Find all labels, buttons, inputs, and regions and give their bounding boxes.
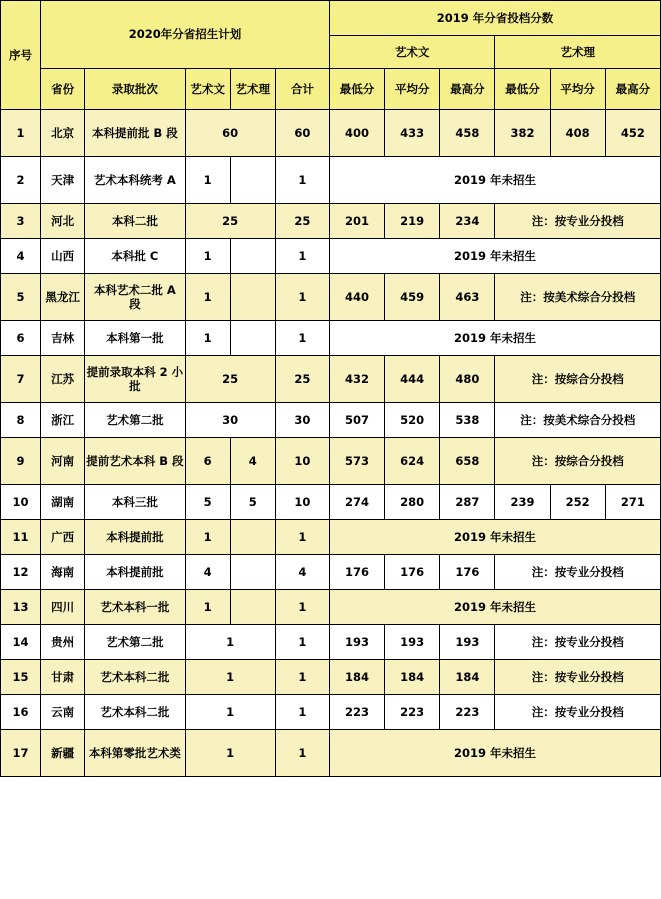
cell-seq: 4	[1, 239, 41, 274]
cell-province: 广西	[41, 520, 85, 555]
table-row	[1, 239, 661, 274]
table-row	[1, 730, 661, 777]
cell-score-1: 193	[329, 625, 384, 660]
cell-plan-li: 5	[230, 485, 275, 520]
table-row	[1, 555, 661, 590]
cell-score-2: 433	[385, 110, 440, 157]
cell-total: 25	[275, 356, 329, 403]
table-body	[1, 110, 661, 777]
cell-seq: 9	[1, 438, 41, 485]
cell-province: 新疆	[41, 730, 85, 777]
cell-province: 甘肃	[41, 660, 85, 695]
header-col-plan-li: 艺术理	[230, 69, 275, 110]
cell-seq: 8	[1, 403, 41, 438]
cell-total: 30	[275, 403, 329, 438]
cell-plan-wen: 5	[185, 485, 230, 520]
cell-note-rule: 注：按专业分投档	[495, 695, 661, 730]
cell-province: 浙江	[41, 403, 85, 438]
cell-note-no-admission: 2019 年未招生	[329, 157, 660, 204]
cell-score-1: 432	[329, 356, 384, 403]
cell-score-3: 463	[440, 274, 495, 321]
table-row	[1, 660, 661, 695]
cell-province: 湖南	[41, 485, 85, 520]
cell-score-2: 219	[385, 204, 440, 239]
table-row	[1, 204, 661, 239]
cell-province: 山西	[41, 239, 85, 274]
cell-score-3: 234	[440, 204, 495, 239]
cell-note-no-admission: 2019 年未招生	[329, 321, 660, 356]
header-score-group: 2019 年分省投档分数	[329, 1, 660, 36]
cell-plan-wen: 1	[185, 157, 230, 204]
cell-seq: 5	[1, 274, 41, 321]
cell-note-rule: 注：按专业分投档	[495, 555, 661, 590]
cell-seq: 3	[1, 204, 41, 239]
cell-plan-li	[230, 555, 275, 590]
cell-score-2: 444	[385, 356, 440, 403]
cell-plan-wen: 1	[185, 239, 230, 274]
header-row-1	[1, 1, 661, 36]
cell-note-no-admission: 2019 年未招生	[329, 730, 660, 777]
cell-plan-merged: 1	[185, 660, 275, 695]
cell-province: 四川	[41, 590, 85, 625]
cell-score-2: 223	[385, 695, 440, 730]
cell-plan-wen: 1	[185, 590, 230, 625]
header-col-plan-wen: 艺术文	[185, 69, 230, 110]
cell-total: 1	[275, 321, 329, 356]
cell-province: 海南	[41, 555, 85, 590]
cell-plan-wen: 1	[185, 274, 230, 321]
cell-total: 60	[275, 110, 329, 157]
cell-score-2: 280	[385, 485, 440, 520]
header-row-3	[1, 69, 661, 110]
cell-batch: 艺术本科统考 A	[85, 157, 185, 204]
cell-batch: 本科二批	[85, 204, 185, 239]
cell-note-rule: 注：按专业分投档	[495, 660, 661, 695]
cell-score-3: 458	[440, 110, 495, 157]
header-col-province: 省份	[41, 69, 85, 110]
cell-score-1: 573	[329, 438, 384, 485]
cell-score-3: 193	[440, 625, 495, 660]
cell-score-2: 520	[385, 403, 440, 438]
table-row	[1, 157, 661, 204]
cell-score-1: 400	[329, 110, 384, 157]
cell-plan-li	[230, 157, 275, 204]
header-seq: 序号	[1, 1, 41, 110]
cell-plan-li	[230, 239, 275, 274]
table-row	[1, 625, 661, 660]
table-row	[1, 110, 661, 157]
cell-batch: 本科提前批 B 段	[85, 110, 185, 157]
cell-batch: 艺术本科二批	[85, 660, 185, 695]
cell-batch: 本科批 C	[85, 239, 185, 274]
cell-total: 1	[275, 157, 329, 204]
header-col-max-wen: 最高分	[440, 69, 495, 110]
cell-note-no-admission: 2019 年未招生	[329, 520, 660, 555]
cell-note-rule: 注：按美术综合分投档	[495, 274, 661, 321]
cell-batch: 艺术第二批	[85, 625, 185, 660]
table-row	[1, 520, 661, 555]
cell-score-4: 382	[495, 110, 550, 157]
cell-score-3: 480	[440, 356, 495, 403]
cell-score-1: 176	[329, 555, 384, 590]
cell-plan-wen: 4	[185, 555, 230, 590]
cell-total: 1	[275, 274, 329, 321]
cell-plan-merged: 25	[185, 356, 275, 403]
header-plan-group: 2020年分省招生计划	[41, 1, 330, 69]
cell-total: 1	[275, 520, 329, 555]
cell-plan-merged: 1	[185, 625, 275, 660]
cell-note-rule: 注：按专业分投档	[495, 204, 661, 239]
cell-batch: 本科艺术二批 A 段	[85, 274, 185, 321]
cell-seq: 14	[1, 625, 41, 660]
cell-total: 10	[275, 485, 329, 520]
header-art-li: 艺术理	[495, 36, 661, 69]
cell-score-3: 223	[440, 695, 495, 730]
cell-score-2: 184	[385, 660, 440, 695]
cell-total: 1	[275, 695, 329, 730]
cell-seq: 16	[1, 695, 41, 730]
cell-plan-li	[230, 321, 275, 356]
table-row	[1, 321, 661, 356]
cell-plan-wen: 1	[185, 321, 230, 356]
cell-batch: 提前录取本科 2 小批	[85, 356, 185, 403]
cell-score-1: 184	[329, 660, 384, 695]
cell-province: 贵州	[41, 625, 85, 660]
header-art-wen: 艺术文	[329, 36, 494, 69]
header-col-avg-wen: 平均分	[385, 69, 440, 110]
cell-batch: 艺术本科二批	[85, 695, 185, 730]
cell-total: 1	[275, 660, 329, 695]
cell-score-4: 239	[495, 485, 550, 520]
cell-total: 4	[275, 555, 329, 590]
cell-score-1: 223	[329, 695, 384, 730]
cell-seq: 10	[1, 485, 41, 520]
cell-plan-wen: 6	[185, 438, 230, 485]
cell-plan-li	[230, 274, 275, 321]
cell-score-3: 287	[440, 485, 495, 520]
cell-note-no-admission: 2019 年未招生	[329, 239, 660, 274]
cell-province: 云南	[41, 695, 85, 730]
cell-score-2: 193	[385, 625, 440, 660]
cell-plan-merged: 60	[185, 110, 275, 157]
cell-total: 1	[275, 590, 329, 625]
cell-seq: 17	[1, 730, 41, 777]
cell-total: 10	[275, 438, 329, 485]
cell-note-rule: 注：按综合分投档	[495, 356, 661, 403]
cell-score-2: 459	[385, 274, 440, 321]
cell-note-no-admission: 2019 年未招生	[329, 590, 660, 625]
cell-batch: 本科第一批	[85, 321, 185, 356]
cell-total: 1	[275, 730, 329, 777]
cell-score-5: 408	[550, 110, 605, 157]
cell-seq: 13	[1, 590, 41, 625]
cell-plan-li: 4	[230, 438, 275, 485]
cell-plan-wen: 1	[185, 520, 230, 555]
table-row	[1, 438, 661, 485]
cell-batch: 艺术本科一批	[85, 590, 185, 625]
cell-score-5: 252	[550, 485, 605, 520]
cell-batch: 本科提前批	[85, 520, 185, 555]
cell-province: 江苏	[41, 356, 85, 403]
cell-province: 吉林	[41, 321, 85, 356]
cell-score-1: 440	[329, 274, 384, 321]
cell-total: 1	[275, 239, 329, 274]
header-col-total: 合计	[275, 69, 329, 110]
header-col-max-li: 最高分	[605, 69, 660, 110]
cell-plan-merged: 1	[185, 730, 275, 777]
table-row	[1, 356, 661, 403]
cell-score-3: 176	[440, 555, 495, 590]
table-row	[1, 695, 661, 730]
cell-score-1: 507	[329, 403, 384, 438]
table-row	[1, 274, 661, 321]
cell-total: 25	[275, 204, 329, 239]
cell-seq: 15	[1, 660, 41, 695]
cell-score-2: 624	[385, 438, 440, 485]
cell-seq: 1	[1, 110, 41, 157]
cell-seq: 6	[1, 321, 41, 356]
cell-seq: 7	[1, 356, 41, 403]
cell-plan-merged: 1	[185, 695, 275, 730]
cell-batch: 艺术第二批	[85, 403, 185, 438]
header-col-avg-li: 平均分	[550, 69, 605, 110]
cell-plan-li	[230, 520, 275, 555]
table-row	[1, 590, 661, 625]
cell-score-3: 184	[440, 660, 495, 695]
cell-province: 黑龙江	[41, 274, 85, 321]
cell-batch: 本科第零批艺术类	[85, 730, 185, 777]
cell-plan-li	[230, 590, 275, 625]
table-row	[1, 403, 661, 438]
cell-score-6: 452	[605, 110, 660, 157]
cell-note-rule: 注：按综合分投档	[495, 438, 661, 485]
cell-score-1: 274	[329, 485, 384, 520]
cell-note-rule: 注：按美术综合分投档	[495, 403, 661, 438]
cell-province: 河南	[41, 438, 85, 485]
cell-score-6: 271	[605, 485, 660, 520]
cell-province: 天津	[41, 157, 85, 204]
cell-province: 河北	[41, 204, 85, 239]
cell-seq: 11	[1, 520, 41, 555]
header-col-min-wen: 最低分	[329, 69, 384, 110]
cell-score-1: 201	[329, 204, 384, 239]
cell-score-3: 658	[440, 438, 495, 485]
cell-plan-merged: 30	[185, 403, 275, 438]
cell-seq: 12	[1, 555, 41, 590]
cell-batch: 本科三批	[85, 485, 185, 520]
table-header-group	[1, 1, 661, 110]
table-row	[1, 485, 661, 520]
cell-plan-merged: 25	[185, 204, 275, 239]
cell-batch: 提前艺术本科 B 段	[85, 438, 185, 485]
header-col-batch: 录取批次	[85, 69, 185, 110]
cell-note-rule: 注：按专业分投档	[495, 625, 661, 660]
cell-score-3: 538	[440, 403, 495, 438]
header-col-min-li: 最低分	[495, 69, 550, 110]
cell-seq: 2	[1, 157, 41, 204]
cell-total: 1	[275, 625, 329, 660]
cell-score-2: 176	[385, 555, 440, 590]
cell-province: 北京	[41, 110, 85, 157]
cell-batch: 本科提前批	[85, 555, 185, 590]
